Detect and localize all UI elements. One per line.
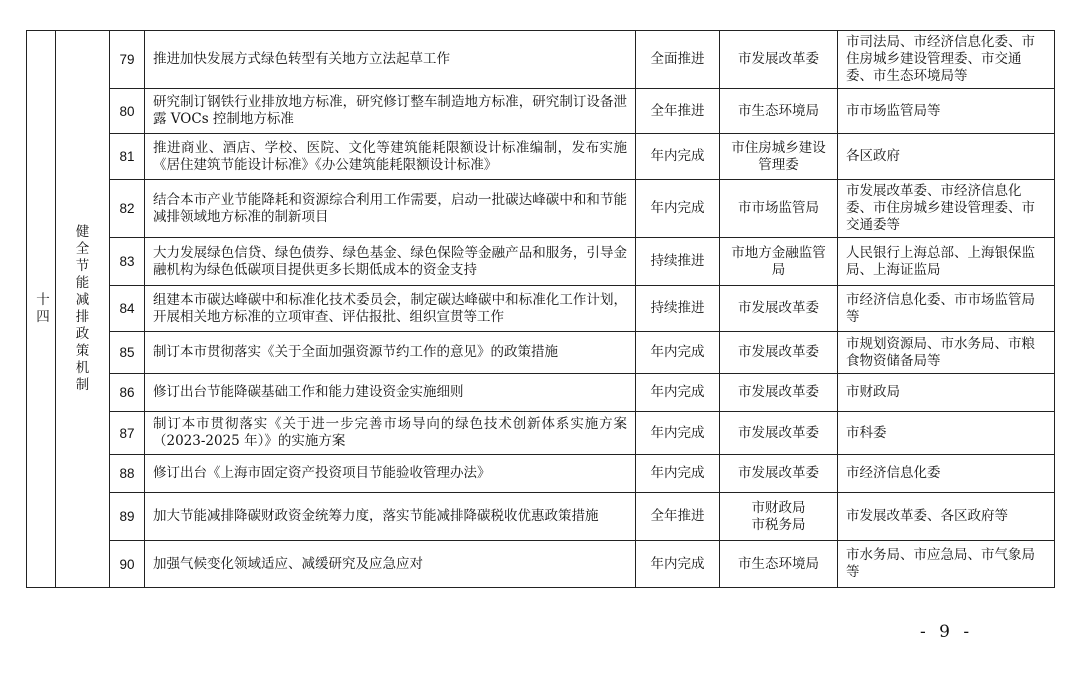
lead-unit-cell: 市发展改革委: [720, 374, 838, 412]
status-cell: 年内完成: [636, 412, 720, 455]
status-cell: 全年推进: [636, 89, 720, 134]
task-cell: 制订本市贯彻落实《关于进一步完善市场导向的绿色技术创新体系实施方案（2023-2025 年）》的实施方案: [145, 412, 636, 455]
partner-units-cell: 市经济信息化委、市市场监管局等: [838, 286, 1055, 332]
table-body: [27, 31, 1055, 588]
partner-units-cell: 人民银行上海总部、上海银保监局、上海证监局: [838, 238, 1055, 286]
partner-units-cell: 市司法局、市经济信息化委、市住房城乡建设管理委、市交通委、市生态环境局等: [838, 31, 1055, 89]
task-cell: 推进商业、酒店、学校、医院、文化等建筑能耗限额设计标准编制，发布实施《居住建筑节能设计标准》《办公建筑能耗限额设计标准》: [145, 134, 636, 180]
partner-units-cell: 市科委: [838, 412, 1055, 455]
task-cell: 大力发展绿色信贷、绿色债券、绿色基金、绿色保险等金融产品和服务，引导金融机构为绿色低碳项目提供更多长期低成本的资金支持: [145, 238, 636, 286]
row-number: 84: [110, 286, 145, 332]
lead-unit-cell: 市发展改革委: [720, 332, 838, 374]
lead-unit-cell: 市生态环境局: [720, 89, 838, 134]
page-number: - 9 -: [920, 622, 974, 642]
task-cell: 研究制订钢铁行业排放地方标准，研究修订整车制造地方标准，研究制订设备泄露 VOCs 控制地方标准: [145, 89, 636, 134]
status-cell: 年内完成: [636, 134, 720, 180]
section-number: 十四: [27, 31, 56, 588]
table-row: [27, 493, 1055, 541]
task-cell: 组建本市碳达峰碳中和标准化技术委员会，制定碳达峰碳中和标准化工作计划，开展相关地方标准的立项审查、评估报批、组织宣贯等工作: [145, 286, 636, 332]
partner-units-cell: 市财政局: [838, 374, 1055, 412]
task-cell: 修订出台《上海市固定资产投资项目节能验收管理办法》: [145, 455, 636, 493]
lead-unit-cell: 市发展改革委: [720, 286, 838, 332]
task-cell: 加强气候变化领域适应、减缓研究及应急应对: [145, 541, 636, 588]
row-number: 79: [110, 31, 145, 89]
table-row: [27, 374, 1055, 412]
partner-units-cell: 市发展改革委、市经济信息化委、市住房城乡建设管理委、市交通委等: [838, 180, 1055, 238]
table-row: [27, 180, 1055, 238]
partner-units-cell: 各区政府: [838, 134, 1055, 180]
row-number: 81: [110, 134, 145, 180]
status-cell: 年内完成: [636, 332, 720, 374]
lead-unit-cell: 市发展改革委: [720, 31, 838, 89]
status-cell: 持续推进: [636, 286, 720, 332]
row-number: 80: [110, 89, 145, 134]
status-cell: 年内完成: [636, 541, 720, 588]
status-cell: 持续推进: [636, 238, 720, 286]
row-number: 82: [110, 180, 145, 238]
table-row: [27, 412, 1055, 455]
lead-unit-cell: 市市场监管局: [720, 180, 838, 238]
lead-unit-cell: 市地方金融监管局: [720, 238, 838, 286]
lead-unit-cell: 市生态环境局: [720, 541, 838, 588]
status-cell: 全年推进: [636, 493, 720, 541]
table-row: [27, 455, 1055, 493]
partner-units-cell: 市水务局、市应急局、市气象局等: [838, 541, 1055, 588]
row-number: 89: [110, 493, 145, 541]
table-row: [27, 31, 1055, 89]
status-cell: 年内完成: [636, 374, 720, 412]
row-number: 87: [110, 412, 145, 455]
lead-unit-cell: 市发展改革委: [720, 455, 838, 493]
table-row: [27, 286, 1055, 332]
table-row: [27, 134, 1055, 180]
partner-units-cell: 市市场监管局等: [838, 89, 1055, 134]
table-row: [27, 89, 1055, 134]
row-number: 85: [110, 332, 145, 374]
partner-units-cell: 市经济信息化委: [838, 455, 1055, 493]
status-cell: 年内完成: [636, 455, 720, 493]
row-number: 86: [110, 374, 145, 412]
measures-table: [26, 30, 1055, 588]
table-row: [27, 332, 1055, 374]
status-cell: 年内完成: [636, 180, 720, 238]
row-number: 90: [110, 541, 145, 588]
lead-unit-cell: 市住房城乡建设管理委: [720, 134, 838, 180]
row-number: 88: [110, 455, 145, 493]
table-row: [27, 238, 1055, 286]
status-cell: 全面推进: [636, 31, 720, 89]
task-cell: 结合本市产业节能降耗和资源综合利用工作需要，启动一批碳达峰碳中和和节能减排领域地方标准的制新项目: [145, 180, 636, 238]
task-cell: 修订出台节能降碳基础工作和能力建设资金实施细则: [145, 374, 636, 412]
partner-units-cell: 市规划资源局、市水务局、市粮食物资储备局等: [838, 332, 1055, 374]
lead-unit-cell: 市发展改革委: [720, 412, 838, 455]
row-number: 83: [110, 238, 145, 286]
task-cell: 制订本市贯彻落实《关于全面加强资源节约工作的意见》的政策措施: [145, 332, 636, 374]
section-name: 健全节能减排政策机制: [56, 31, 110, 588]
task-cell: 推进加快发展方式绿色转型有关地方立法起草工作: [145, 31, 636, 89]
table-row: [27, 541, 1055, 588]
partner-units-cell: 市发展改革委、各区政府等: [838, 493, 1055, 541]
task-cell: 加大节能减排降碳财政资金统筹力度，落实节能减排降碳税收优惠政策措施: [145, 493, 636, 541]
lead-unit-cell: 市财政局 市税务局: [720, 493, 838, 541]
